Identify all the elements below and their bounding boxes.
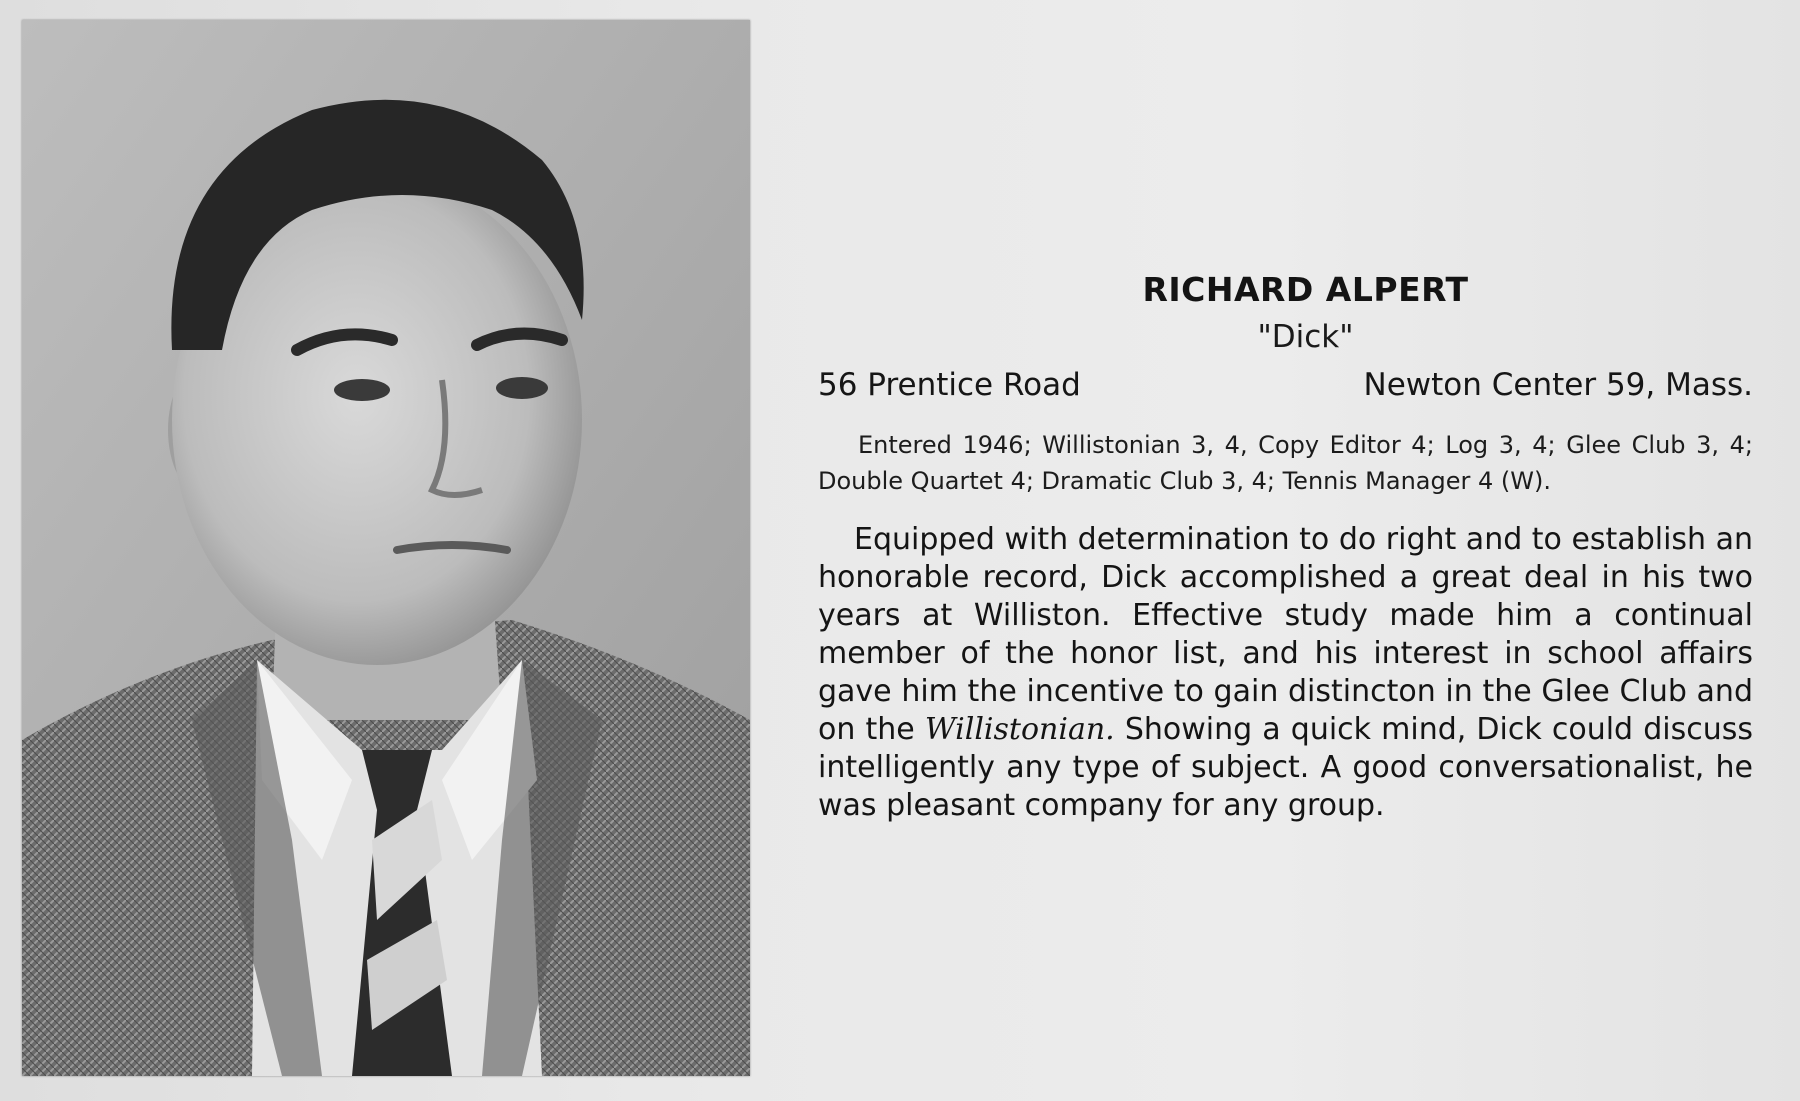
address-street: 56 Prentice Road bbox=[818, 367, 1081, 403]
portrait-photo bbox=[22, 20, 750, 1076]
entry-text bbox=[818, 270, 1753, 825]
address-city: Newton Center 59, Mass. bbox=[1363, 367, 1753, 403]
bio-text-2: Showing a quick mind, Dick could discuss intelligently any type of subject. A good conversationalist, he was pleasant company for any group. bbox=[818, 712, 1753, 823]
activities-list: Entered 1946; Willistonian 3, 4, Copy Editor 4; Log 3, 4; Glee Club 3, 4; Double Quartet 4; Dramatic Club 3, 4; Tennis Manager 4 (W). bbox=[818, 431, 1753, 495]
bio-publication-name: Willistonian. bbox=[924, 712, 1115, 747]
bio-text-1: Equipped with determination to do right and to establish an honorable record, Dick accomplished a great deal in his two years at Williston. Effective study made him a continual member of the honor list, and his interest in school affairs gave him the incentive to gain distincton in the Glee Club and on the bbox=[818, 522, 1753, 747]
student-nickname: "Dick" bbox=[1257, 319, 1354, 355]
student-name: RICHARD ALPERT bbox=[1142, 270, 1469, 309]
address-row bbox=[818, 367, 1753, 403]
biography-paragraph bbox=[818, 521, 1753, 825]
